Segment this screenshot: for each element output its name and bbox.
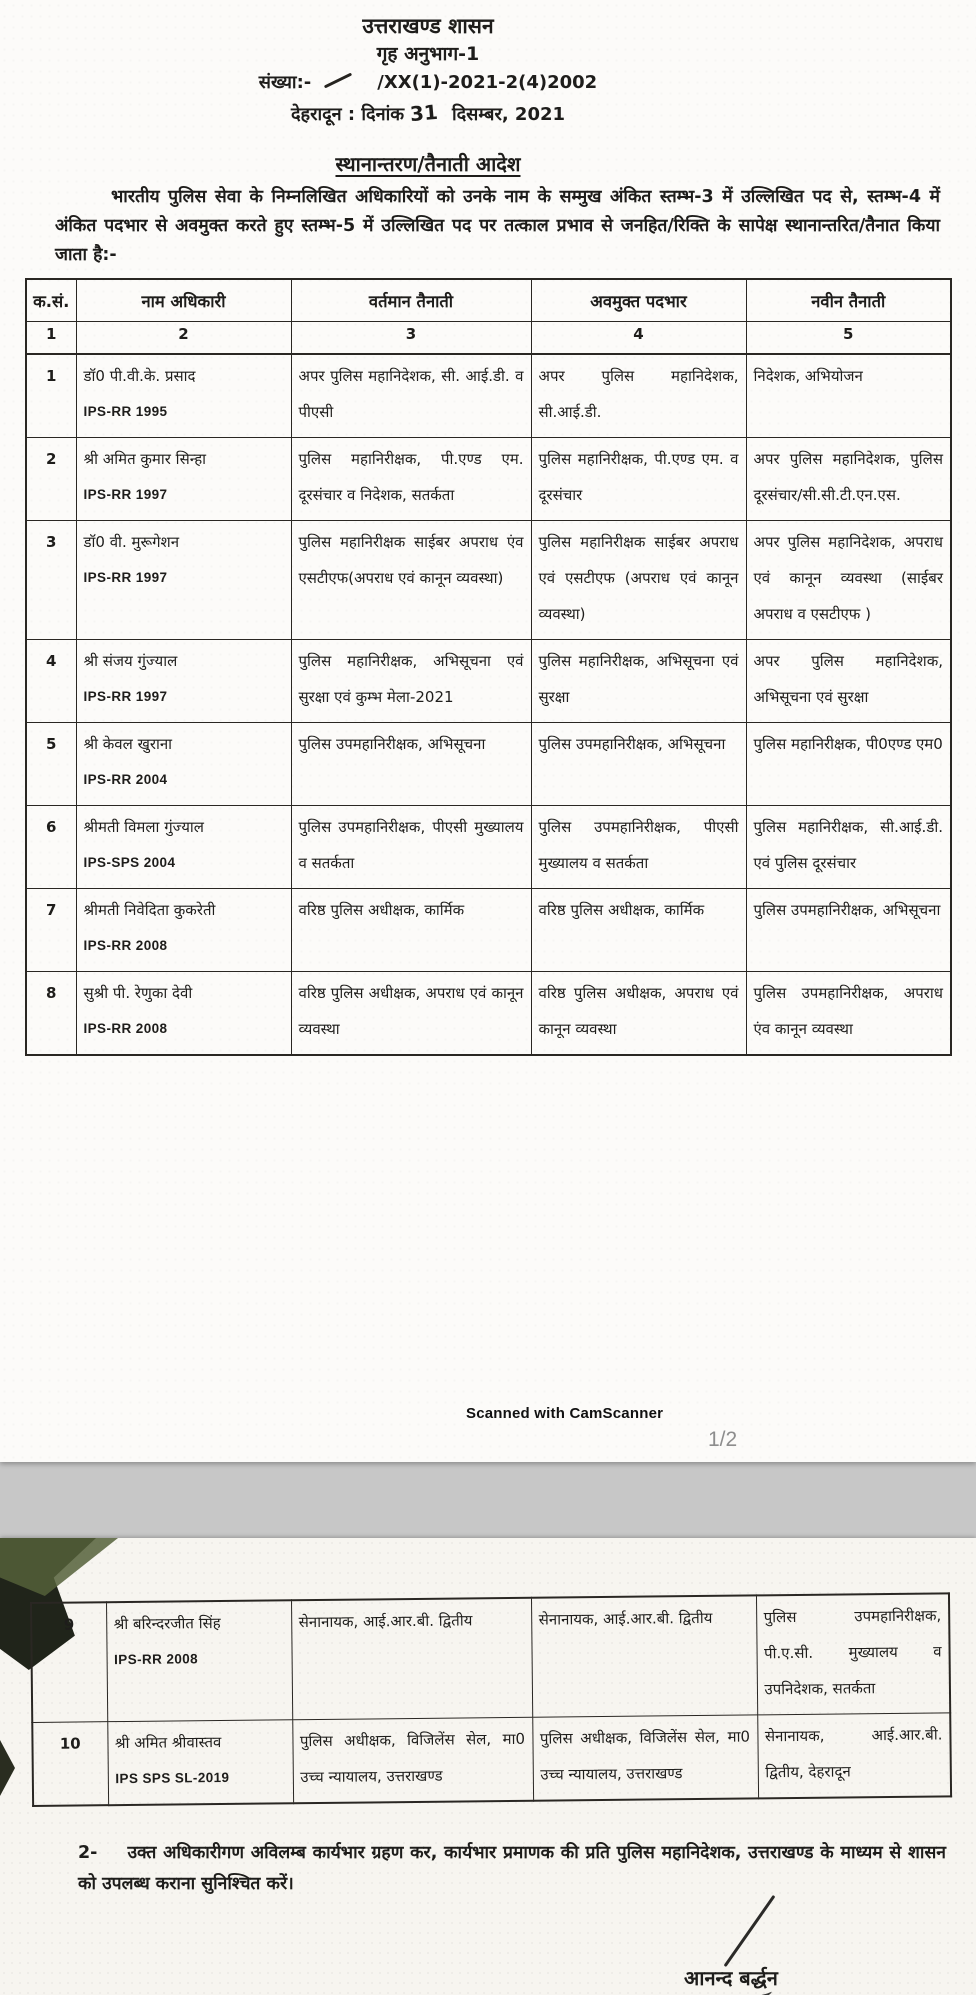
order-title: स्थानान्तरण/तैनाती आदेश bbox=[335, 152, 521, 176]
officer-name-cell bbox=[106, 1600, 292, 1721]
new-posting-cell: पुलिस उपमहानिरीक्षक, अपराध एंव कानून व्यवस्था bbox=[746, 972, 951, 1056]
current-posting-cell: वरिष्ठ पुलिस अधीक्षक, कार्मिक bbox=[291, 889, 531, 972]
officer-name-cell bbox=[76, 354, 291, 438]
released-charge-cell: पुलिस अधीक्षक, विजिलेंस सेल, मा0 उच्च न्यायालय, उत्तराखण्ड bbox=[532, 1715, 758, 1801]
handwritten-date-day: 31 bbox=[409, 99, 439, 127]
current-posting-cell: पुलिस महानिरीक्षक, अभिसूचना एवं सुरक्षा एवं कुम्भ मेला-2021 bbox=[291, 640, 531, 723]
department-section: गृह अनुभाग-1 bbox=[376, 43, 480, 65]
officer-name-cell bbox=[76, 806, 291, 889]
serial-cell: 8 bbox=[26, 972, 76, 1056]
released-charge-cell: वरिष्ठ पुलिस अधीक्षक, कार्मिक bbox=[531, 889, 746, 972]
signatory-name: आनन्द बर्द्धन bbox=[684, 1966, 778, 1990]
officer-name: श्रीमती विमला गुंज्याल bbox=[83, 818, 204, 836]
new-posting-cell: पुलिस महानिरीक्षक, पी0एण्ड एम0 bbox=[746, 723, 951, 806]
officer-name: डॉ0 पी.वी.के. प्रसाद bbox=[83, 367, 196, 385]
place-date-label: देहरादून : दिनांक bbox=[290, 104, 405, 125]
table-header-row bbox=[26, 279, 951, 322]
letter-number-value: /XX(1)-2021-2(4)2002 bbox=[377, 72, 598, 93]
col-header-new-posting: नवीन तैनाती bbox=[746, 279, 951, 322]
date-month-year: दिसम्बर, 2021 bbox=[451, 104, 566, 125]
letter-number-line bbox=[0, 68, 856, 98]
officer-name: श्री संजय गुंज्याल bbox=[83, 652, 178, 670]
officer-name-cell bbox=[76, 723, 291, 806]
signature-stroke bbox=[724, 1895, 776, 1967]
officer-cadre-batch: IPS-RR 1997 bbox=[83, 689, 168, 704]
paragraph-number: 2- bbox=[78, 1843, 98, 1863]
col-header-officer-name: नाम अधिकारी bbox=[76, 279, 291, 322]
current-posting-cell: पुलिस महानिरीक्षक, पी.एण्ड एम. दूरसंचार व निदेशक, सतर्कता bbox=[291, 438, 531, 521]
released-charge-cell: अपर पुलिस महानिदेशक, सी.आई.डी. bbox=[531, 354, 746, 438]
table-row bbox=[26, 521, 951, 640]
table-row bbox=[26, 723, 951, 806]
released-charge-cell: पुलिस उपमहानिरीक्षक, पीएसी मुख्यालय व सतर्कता bbox=[531, 806, 746, 889]
table-row bbox=[26, 972, 951, 1056]
released-charge-cell: पुलिस उपमहानिरीक्षक, अभिसूचना bbox=[531, 723, 746, 806]
transfer-table-page2 bbox=[30, 1592, 952, 1807]
officer-name-cell bbox=[76, 889, 291, 972]
col-header-released-charge: अवमुक्त पदभार bbox=[531, 279, 746, 322]
officer-name: श्री केवल खुराना bbox=[83, 735, 173, 753]
officer-name-cell bbox=[76, 640, 291, 723]
instruction-paragraph bbox=[78, 1838, 946, 1900]
table-row bbox=[31, 1593, 950, 1722]
table-row bbox=[32, 1713, 951, 1806]
transfer-table-page1 bbox=[25, 278, 952, 1056]
col-number: 5 bbox=[746, 322, 951, 355]
officer-name: डॉ0 वी. मुरूगेशन bbox=[83, 533, 180, 551]
serial-cell: 4 bbox=[26, 640, 76, 723]
table-row bbox=[26, 889, 951, 972]
officer-name-cell bbox=[76, 438, 291, 521]
officer-cadre-batch: IPS SPS SL-2019 bbox=[115, 1769, 230, 1787]
paper-edge-mark bbox=[0, 1740, 15, 1796]
current-posting-cell: पुलिस उपमहानिरीक्षक, अभिसूचना bbox=[291, 723, 531, 806]
page-2-scan bbox=[0, 1538, 976, 1995]
col-number: 3 bbox=[291, 322, 531, 355]
col-header-current-posting: वर्तमान तैनाती bbox=[291, 279, 531, 322]
serial-cell: 5 bbox=[26, 723, 76, 806]
serial-cell: 10 bbox=[32, 1722, 108, 1806]
released-charge-cell: सेनानायक, आई.आर.बी. द्वितीय bbox=[531, 1595, 757, 1717]
camscanner-watermark: Scanned with CamScanner bbox=[466, 1405, 664, 1422]
officer-name: श्री अमित श्रीवास्तव bbox=[114, 1733, 222, 1753]
issuing-authority: उत्तराखण्ड शासन bbox=[362, 14, 494, 38]
officer-name-cell bbox=[107, 1720, 293, 1805]
current-posting-cell: पुलिस महानिरीक्षक साईबर अपराध एंव एसटीएफ(अपराध एवं कानून व्यवस्था) bbox=[291, 521, 531, 640]
serial-cell: 9 bbox=[31, 1602, 107, 1722]
serial-cell: 3 bbox=[26, 521, 76, 640]
col-header-serial: क.सं. bbox=[26, 279, 76, 322]
col-number: 1 bbox=[26, 322, 76, 355]
new-posting-cell: पुलिस महानिरीक्षक, सी.आई.डी. एवं पुलिस दूरसंचार bbox=[746, 806, 951, 889]
released-charge-cell: पुलिस महानिरीक्षक, अभिसूचना एवं सुरक्षा bbox=[531, 640, 746, 723]
table-row bbox=[26, 354, 951, 438]
current-posting-cell: वरिष्ठ पुलिस अधीक्षक, अपराध एवं कानून व्यवस्था bbox=[291, 972, 531, 1056]
officer-name: श्रीमती निवेदिता कुकरेती bbox=[83, 901, 216, 919]
current-posting-cell: पुलिस उपमहानिरीक्षक, पीएसी मुख्यालय व सतर्कता bbox=[291, 806, 531, 889]
table-row bbox=[26, 640, 951, 723]
officer-cadre-batch: IPS-RR 1997 bbox=[83, 487, 168, 502]
officer-cadre-batch: IPS-RR 2008 bbox=[114, 1651, 199, 1668]
officer-cadre-batch: IPS-RR 2008 bbox=[83, 1021, 168, 1036]
col-number: 2 bbox=[76, 322, 291, 355]
officer-name: सुश्री पी. रेणुका देवी bbox=[83, 984, 193, 1002]
new-posting-cell: अपर पुलिस महानिदेशक, अभिसूचना एवं सुरक्षा bbox=[746, 640, 951, 723]
released-charge-cell: वरिष्ठ पुलिस अधीक्षक, अपराध एवं कानून व्यवस्था bbox=[531, 972, 746, 1056]
new-posting-cell: सेनानायक, आई.आर.बी. द्वितीय, देहरादून bbox=[757, 1713, 951, 1799]
released-charge-cell: पुलिस महानिरीक्षक साईबर अपराध एवं एसटीएफ (अपराध एवं कानून व्यवस्था) bbox=[531, 521, 746, 640]
place-date-line bbox=[0, 98, 856, 130]
officer-name-cell bbox=[76, 972, 291, 1056]
table-row bbox=[26, 806, 951, 889]
officer-name: श्री अमित कुमार सिन्हा bbox=[83, 450, 207, 468]
current-posting-cell: पुलिस अधीक्षक, विजिलेंस सेल, मा0 उच्च न्यायालय, उत्तराखण्ड bbox=[292, 1717, 533, 1803]
instruction-text: उक्त अधिकारीगण अविलम्ब कार्यभार ग्रहण कर, कार्यभार प्रमाणक की प्रति पुलिस महानिदेशक, उत्तराखण्ड के माध्यम से शासन को उपलब्ध कराना सुनिश्चित करें। bbox=[78, 1843, 946, 1894]
current-posting-cell: सेनानायक, आई.आर.बी. द्वितीय bbox=[291, 1598, 532, 1720]
new-posting-cell: निदेशक, अभियोजन bbox=[746, 354, 951, 438]
officer-name-cell bbox=[76, 521, 291, 640]
document-header bbox=[0, 0, 856, 130]
officer-cadre-batch: IPS-SPS 2004 bbox=[83, 855, 176, 870]
column-number-row bbox=[26, 322, 951, 355]
letter-number-label: संख्या:- bbox=[258, 72, 312, 93]
serial-cell: 1 bbox=[26, 354, 76, 438]
released-charge-cell: पुलिस महानिरीक्षक, पी.एण्ड एम. व दूरसंचार bbox=[531, 438, 746, 521]
serial-cell: 6 bbox=[26, 806, 76, 889]
col-number: 4 bbox=[531, 322, 746, 355]
handwritten-slash-mark bbox=[324, 72, 352, 88]
new-posting-cell: अपर पुलिस महानिदेशक, पुलिस दूरसंचार/सी.सी.टी.एन.एस. bbox=[746, 438, 951, 521]
current-posting-cell: अपर पुलिस महानिदेशक, सी. आई.डी. व पीएसी bbox=[291, 354, 531, 438]
table-row bbox=[26, 438, 951, 521]
officer-cadre-batch: IPS-RR 1997 bbox=[83, 570, 168, 585]
serial-cell: 7 bbox=[26, 889, 76, 972]
intro-paragraph: भारतीय पुलिस सेवा के निम्नलिखित अधिकारियों को उनके नाम के सम्मुख अंकित स्तम्भ-3 में उल्लिखित पद से, स्तम्भ-4 में अंकित पदभार से अवमुक्त करते हुए स्तम्भ-5 में उल्लिखित पद पर तत्काल प्रभाव से जनहित/रिक्ति के सापेक्ष स्थानान्तरित/तैनात किया जाता है:- bbox=[55, 187, 940, 265]
officer-cadre-batch: IPS-RR 1995 bbox=[83, 404, 168, 419]
officer-name: श्री बरिन्दरजीत सिंह bbox=[113, 1614, 221, 1634]
page-indicator: 1/2 bbox=[708, 1428, 738, 1451]
new-posting-cell: पुलिस उपमहानिरीक्षक, अभिसूचना bbox=[746, 889, 951, 972]
officer-cadre-batch: IPS-RR 2004 bbox=[83, 772, 168, 787]
officer-cadre-batch: IPS-RR 2008 bbox=[83, 938, 168, 953]
new-posting-cell: अपर पुलिस महानिदेशक, अपराध एवं कानून व्यवस्था (साईबर अपराध व एसटीएफ ) bbox=[746, 521, 951, 640]
new-posting-cell: पुलिस उपमहानिरीक्षक, पी.ए.सी. मुख्यालय व उपनिदेशक, सतर्कता bbox=[756, 1593, 950, 1715]
serial-cell: 2 bbox=[26, 438, 76, 521]
